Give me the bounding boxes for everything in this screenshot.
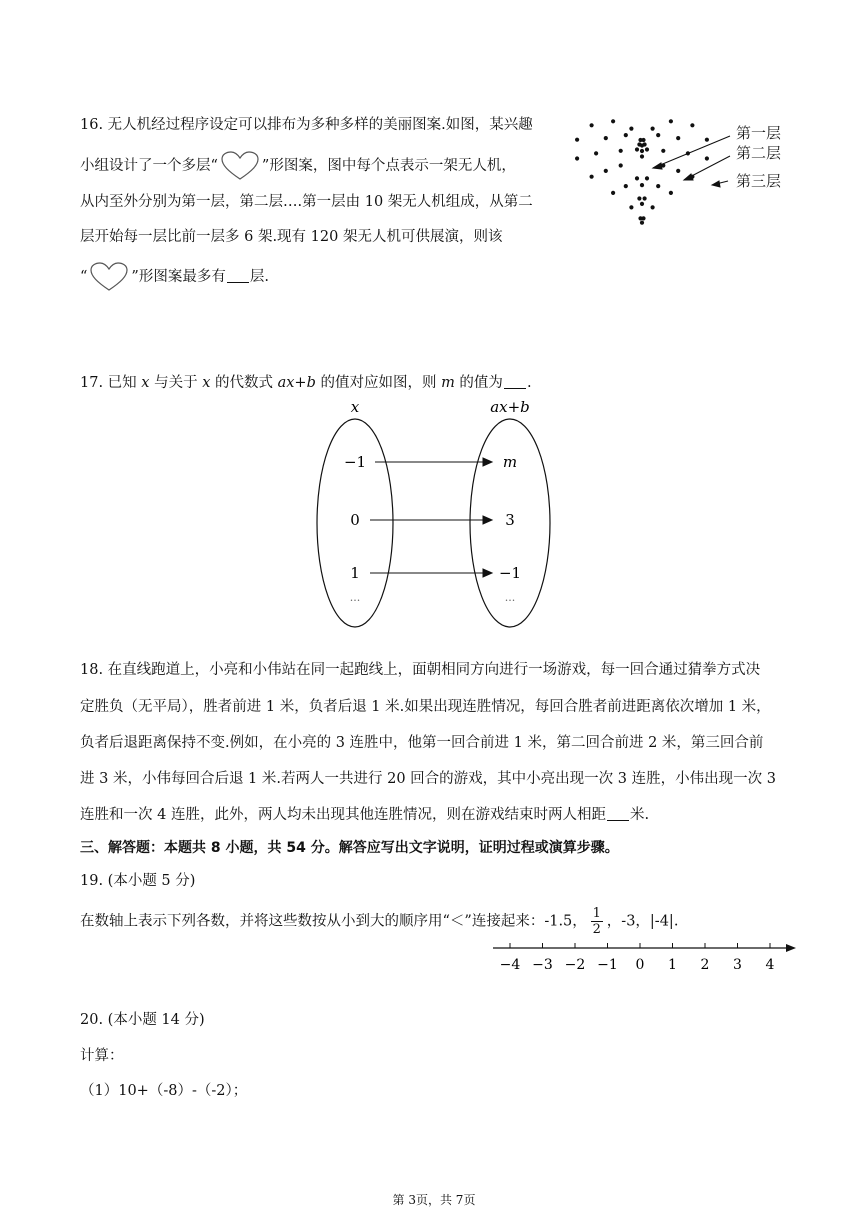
right-value: m <box>502 453 518 471</box>
q18-line3: 负者后退距离保持不变.例如，在小亮的 3 连胜中，他第一回合前进 1 米，第二回合前进 2 米，第三回合前 <box>80 735 764 751</box>
drone-dot <box>640 143 644 147</box>
q19-text-a: 在数轴上表示下列各数，并将这些数按从小到大的顺序用“＜”连接起来：-1.5， <box>80 913 587 930</box>
q16-text-line5c: 层. <box>249 269 269 285</box>
q17-text-a: 17. 已知 <box>80 375 142 391</box>
q19-title: 19. (本小题 5 分) <box>80 873 196 889</box>
q18-text-line5b: 米. <box>629 807 650 823</box>
drone-dot <box>638 138 642 142</box>
q16-text-line2a: 小组设计了一个多层“ <box>80 158 218 174</box>
answer-blank[interactable] <box>227 268 249 283</box>
drone-dot <box>624 133 628 137</box>
q20-item1: （1）10+（-8）-（-2）； <box>80 1083 248 1099</box>
q16-text-line5b: ”形图案最多有 <box>131 269 226 285</box>
q19-text-b: ，-3，|-4|. <box>606 913 679 930</box>
drone-dot <box>669 191 673 195</box>
drone-dot <box>638 216 642 220</box>
arrowhead-icon <box>712 181 720 187</box>
drone-dot <box>629 205 633 209</box>
drone-dot <box>651 127 655 131</box>
q16-text-line2b: ”形图案，图中每个点表示一架无人机， <box>261 158 516 174</box>
fraction-numerator: 1 <box>592 906 601 921</box>
drone-dot <box>676 169 680 173</box>
right-value: −1 <box>498 564 522 582</box>
q18-line5 <box>80 805 649 825</box>
axis-tick-label: 4 <box>765 957 775 973</box>
left-ellipsis: ... <box>349 591 361 604</box>
drone-dot <box>640 202 644 206</box>
drone-dot <box>676 136 680 140</box>
drone-dot <box>604 169 608 173</box>
drone-dot <box>640 183 644 187</box>
drone-dot <box>611 119 615 123</box>
drone-dot <box>640 149 644 153</box>
drone-dot <box>635 147 639 151</box>
label-layer3: 第三层 <box>736 172 782 190</box>
q18-line4: 进 3 米，小伟每回合后退 1 米.若两人一共进行 20 回合的游戏，其中小亮出现一次 3 连胜，小伟出现一次 3 <box>80 771 776 787</box>
arrowhead-icon <box>483 458 492 466</box>
arrowhead-icon <box>483 569 492 577</box>
drone-dot <box>575 156 579 160</box>
heart-icon <box>89 262 129 292</box>
fraction-denominator: 2 <box>592 922 601 937</box>
drone-dot <box>645 176 649 180</box>
drone-heart-figure <box>552 108 802 258</box>
q17-var-m: m <box>441 375 455 391</box>
drone-dot <box>651 205 655 209</box>
q17-text-b: 与关于 <box>149 375 203 391</box>
q16-text-line5a: “ <box>80 269 88 285</box>
q17-line1 <box>80 373 532 393</box>
label-layer2: 第二层 <box>736 144 782 162</box>
left-value: 1 <box>350 564 360 582</box>
heart-icon <box>220 151 260 181</box>
drone-dot <box>594 151 598 155</box>
q16-line2 <box>80 151 516 181</box>
q18-line2: 定胜负（无平局），胜者前进 1 米，负者后退 1 米.如果出现连胜情况，每回合胜者前进距离依次增加 1 米， <box>80 699 771 715</box>
drone-dot <box>640 154 644 158</box>
drone-dot <box>669 119 673 123</box>
q20-label: 计算： <box>80 1048 124 1064</box>
drone-dot <box>705 138 709 142</box>
q17-var-x: x <box>141 375 150 391</box>
section-heading: 三、解答题：本题共 8 小题，共 54 分。解答应写出文字说明，证明过程或演算步骤。 <box>80 840 619 856</box>
q19-line1 <box>80 906 678 937</box>
axis-tick-label: −4 <box>499 957 521 973</box>
drone-dot <box>619 149 623 153</box>
mapping-diagram <box>300 395 570 635</box>
q16-line3: 从内至外分别为第一层，第二层….第一层由 10 架无人机组成，从第二 <box>80 194 533 210</box>
arrowhead-icon <box>684 174 693 180</box>
q16-number: 16. <box>80 117 104 133</box>
fraction-one-half <box>591 906 603 937</box>
drone-dot <box>604 136 608 140</box>
drone-dots <box>575 119 709 225</box>
number-line <box>488 938 798 978</box>
drone-dot <box>661 149 665 153</box>
q18-text-line5a: 连胜和一次 4 连胜，此外，两人均未出现其他连胜情况，则在游戏结束时两人相距 <box>80 807 606 823</box>
q17-text-e: 的值为 <box>454 375 503 391</box>
drone-dot <box>590 123 594 127</box>
axis-tick-label: 2 <box>700 957 710 973</box>
right-header: ax+b <box>490 398 530 416</box>
drone-dot <box>705 156 709 160</box>
drone-dot <box>624 184 628 188</box>
q16-line4: 层开始每一层比前一层多 6 架.现有 120 架无人机可供展演，则该 <box>80 229 503 245</box>
drone-dot <box>635 176 639 180</box>
q16-text-line1: 无人机经过程序设定可以排布为多种多样的美丽图案.如图，某兴趣 <box>107 117 533 133</box>
q17-expr: ax+b <box>277 375 316 391</box>
drone-dot <box>637 196 641 200</box>
answer-blank[interactable] <box>504 374 526 389</box>
arrowhead-icon <box>483 516 492 524</box>
left-value: 0 <box>350 511 360 529</box>
q17-text-f: . <box>526 375 532 391</box>
axis-tick-label: 1 <box>668 957 677 973</box>
drone-dot <box>629 127 633 131</box>
arrowhead-icon <box>653 163 662 169</box>
right-ellipsis: ... <box>504 591 516 604</box>
axis-tick-label: −2 <box>564 957 586 973</box>
drone-dot <box>643 196 647 200</box>
q16-line5 <box>80 262 269 292</box>
drone-dot <box>619 163 623 167</box>
drone-dot <box>640 221 644 225</box>
drone-dot <box>575 138 579 142</box>
drone-dot <box>590 175 594 179</box>
axis-tick-label: 0 <box>635 957 645 973</box>
axis-tick-label: 3 <box>733 957 742 973</box>
drone-dot <box>645 147 649 151</box>
q20-title: 20. (本小题 14 分) <box>80 1012 205 1028</box>
left-value: −1 <box>343 453 367 471</box>
drone-dot <box>690 123 694 127</box>
left-header: x <box>350 398 360 416</box>
answer-blank[interactable] <box>607 806 629 821</box>
drone-dot <box>611 191 615 195</box>
axis-tick-label: −1 <box>597 957 618 973</box>
q17-var-x: x <box>202 375 211 391</box>
drone-dot <box>656 133 660 137</box>
q17-text-d: 的值对应如图，则 <box>315 375 442 391</box>
label-layer1: 第一层 <box>736 124 782 142</box>
q18-line1: 18. 在直线跑道上，小亮和小伟站在同一起跑线上，面朝相同方向进行一场游戏，每一回合通过猜拳方式决 <box>80 662 761 678</box>
q16-line1 <box>80 115 533 135</box>
axis-tick-label: −3 <box>532 957 553 973</box>
arrowhead-icon <box>786 944 796 952</box>
page-footer: 第 3页，共 7页 <box>392 1193 476 1207</box>
q17-text-c: 的代数式 <box>210 375 278 391</box>
right-value: 3 <box>505 511 515 529</box>
drone-dot <box>656 184 660 188</box>
